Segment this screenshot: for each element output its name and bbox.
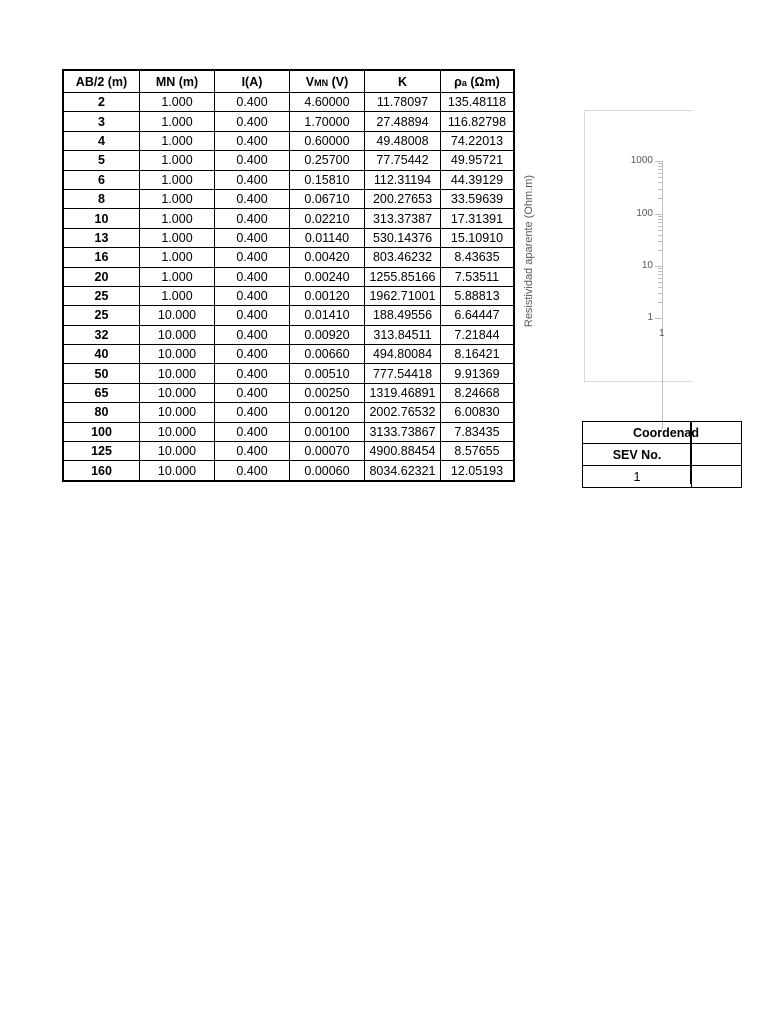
table-row (63, 189, 514, 208)
table-cell: 4900.88454 (365, 442, 441, 461)
table-cell: 0.400 (215, 306, 290, 325)
table-row (63, 364, 514, 383)
chart-major-tick (655, 214, 663, 215)
table-cell: 1.000 (140, 93, 215, 112)
table-cell: 8034.62321 (365, 461, 441, 481)
table-cell: 1.70000 (290, 112, 365, 131)
table-cell: 0.01140 (290, 228, 365, 247)
table-cell: 5 (63, 151, 140, 170)
table-cell: 40 (63, 345, 140, 364)
chart-minor-tick (658, 278, 662, 279)
table-row (63, 228, 514, 247)
table-cell: 10.000 (140, 325, 215, 344)
coordinates-table (582, 421, 699, 484)
table-header-row (63, 70, 514, 93)
table-cell: 0.00250 (290, 383, 365, 402)
table-cell: 5.88813 (441, 286, 515, 305)
table-cell: 0.400 (215, 364, 290, 383)
header-mn: MN (m) (140, 70, 215, 93)
table-cell: 0.400 (215, 209, 290, 228)
table-cell: 0.400 (215, 325, 290, 344)
table-cell: 10.000 (140, 306, 215, 325)
table-cell: 6.00830 (441, 403, 515, 422)
chart-minor-tick (658, 166, 662, 167)
table-cell: 1.000 (140, 209, 215, 228)
table-cell: 15.10910 (441, 228, 515, 247)
table-cell: 0.00240 (290, 267, 365, 286)
table-cell: 8.57655 (441, 442, 515, 461)
chart-minor-tick (658, 177, 662, 178)
table-cell: 116.82798 (441, 112, 515, 131)
table-cell: 10.000 (140, 403, 215, 422)
header-ab2: AB/2 (m) (63, 70, 140, 93)
chart-minor-tick (658, 287, 662, 288)
table-cell: 313.84511 (365, 325, 441, 344)
chart-y-tick-label: 1 (647, 312, 653, 323)
chart-y-tick-label: 1000 (630, 155, 653, 166)
table-cell: 50 (63, 364, 140, 383)
table-row (63, 422, 514, 441)
table-cell: 0.400 (215, 151, 290, 170)
table-cell: 8.16421 (441, 345, 515, 364)
table-cell: 0.400 (215, 131, 290, 150)
table-cell: 77.75442 (365, 151, 441, 170)
table-cell: 0.400 (215, 93, 290, 112)
table-row (63, 131, 514, 150)
resistivity-data-table (62, 69, 515, 482)
table-cell: 0.400 (215, 345, 290, 364)
table-cell: 1.000 (140, 189, 215, 208)
table-cell: 8.24668 (441, 383, 515, 402)
table-cell: 10.000 (140, 422, 215, 441)
chart-minor-tick (658, 250, 662, 251)
chart-y-tick-label: 100 (636, 208, 653, 219)
table-cell: 0.00660 (290, 345, 365, 364)
table-row (63, 170, 514, 189)
table-cell: 11.78097 (365, 93, 441, 112)
table-cell: 4 (63, 131, 140, 150)
chart-minor-tick (658, 282, 662, 283)
chart-major-tick (655, 318, 663, 319)
table-cell: 0.25700 (290, 151, 365, 170)
chart-minor-tick (658, 274, 662, 275)
table-row (63, 248, 514, 267)
table-row (63, 209, 514, 228)
table-cell: 10.000 (140, 461, 215, 481)
table-cell: 1255.85166 (365, 267, 441, 286)
table-row (63, 306, 514, 325)
chart-minor-tick (658, 268, 662, 269)
table-row (63, 442, 514, 461)
table-cell: 9.91369 (441, 364, 515, 383)
table-cell: 25 (63, 286, 140, 305)
table-cell: 25 (63, 306, 140, 325)
table-row (63, 383, 514, 402)
table-cell: 16 (63, 248, 140, 267)
table-cell: 2 (63, 93, 140, 112)
table-cell: 3133.73867 (365, 422, 441, 441)
table-cell: 0.60000 (290, 131, 365, 150)
sev-label: SEV No. (583, 444, 692, 466)
table-cell: 27.48894 (365, 112, 441, 131)
table-cell: 6.64447 (441, 306, 515, 325)
table-cell: 0.400 (215, 170, 290, 189)
chart-minor-tick (658, 169, 662, 170)
table-cell: 313.37387 (365, 209, 441, 228)
table-cell: 8 (63, 189, 140, 208)
table-cell: 0.400 (215, 442, 290, 461)
table-cell: 80 (63, 403, 140, 422)
table-cell: 160 (63, 461, 140, 481)
table-cell: 530.14376 (365, 228, 441, 247)
table-cell: 3 (63, 112, 140, 131)
table-cell: 0.400 (215, 248, 290, 267)
chart-minor-tick (658, 271, 662, 272)
table-cell: 10.000 (140, 383, 215, 402)
chart-minor-tick (658, 216, 662, 217)
chart-minor-tick (658, 173, 662, 174)
coordinates-title: Coordenad (583, 422, 742, 444)
table-cell: 7.83435 (441, 422, 515, 441)
chart-minor-tick (658, 230, 662, 231)
table-cell: 65 (63, 383, 140, 402)
table-cell: 0.06710 (290, 189, 365, 208)
table-row (63, 403, 514, 422)
table-row (63, 461, 514, 481)
chart-x-tick-label: 1 (659, 328, 665, 339)
table-cell: 32 (63, 325, 140, 344)
table-row (63, 286, 514, 305)
sev-value: 1 (583, 466, 692, 488)
table-cell: 0.00420 (290, 248, 365, 267)
chart-minor-tick (658, 222, 662, 223)
table-cell: 33.59639 (441, 189, 515, 208)
table-cell: 0.400 (215, 189, 290, 208)
table-row (63, 151, 514, 170)
table-cell: 0.400 (215, 286, 290, 305)
table-cell: 0.400 (215, 422, 290, 441)
table-cell: 0.00920 (290, 325, 365, 344)
table-row (63, 93, 514, 112)
table-cell: 1.000 (140, 170, 215, 189)
chart-minor-tick (658, 189, 662, 190)
chart-minor-tick (658, 219, 662, 220)
table-cell: 44.39129 (441, 170, 515, 189)
table-cell: 0.400 (215, 403, 290, 422)
table-cell: 0.00120 (290, 403, 365, 422)
chart-major-tick (655, 266, 663, 267)
table-cell: 0.400 (215, 383, 290, 402)
chart-y-axis-label: Resistividad aparente (Ohm.m) (523, 174, 535, 328)
table-cell: 0.00120 (290, 286, 365, 305)
header-rho: ρa (Ωm) (441, 70, 515, 93)
table-cell: 1.000 (140, 151, 215, 170)
table-cell: 20 (63, 267, 140, 286)
table-cell: 4.60000 (290, 93, 365, 112)
chart-minor-tick (658, 241, 662, 242)
header-k: K (365, 70, 441, 93)
table-row (63, 345, 514, 364)
table-cell: 0.400 (215, 461, 290, 481)
table-cell: 1.000 (140, 286, 215, 305)
table-cell: 494.80084 (365, 345, 441, 364)
table-cell: 0.15810 (290, 170, 365, 189)
table-cell: 777.54418 (365, 364, 441, 383)
table-cell: 0.400 (215, 112, 290, 131)
chart-minor-tick (658, 226, 662, 227)
table-cell: 1.000 (140, 267, 215, 286)
table-cell: 13 (63, 228, 140, 247)
table-cell: 1.000 (140, 131, 215, 150)
table-cell: 6 (63, 170, 140, 189)
chart-major-tick (655, 161, 663, 162)
table-cell: 1.000 (140, 248, 215, 267)
table-cell: 0.00100 (290, 422, 365, 441)
chart-minor-tick (658, 198, 662, 199)
chart-minor-tick (658, 163, 662, 164)
table-row (63, 325, 514, 344)
table-cell: 1.000 (140, 228, 215, 247)
chart-minor-tick (658, 235, 662, 236)
chart-minor-tick (658, 302, 662, 303)
table-row (63, 267, 514, 286)
table-cell: 135.48118 (441, 93, 515, 112)
table-row (63, 112, 514, 131)
chart-y-axis-line (662, 161, 663, 429)
table-cell: 0.01410 (290, 306, 365, 325)
table-cell: 49.48008 (365, 131, 441, 150)
table-cell: 2002.76532 (365, 403, 441, 422)
chart-minor-tick (658, 182, 662, 183)
table-cell: 0.00070 (290, 442, 365, 461)
table-cell: 1.000 (140, 112, 215, 131)
table-cell: 49.95721 (441, 151, 515, 170)
table-cell: 200.27653 (365, 189, 441, 208)
table-cell: 112.31194 (365, 170, 441, 189)
table-cell: 7.53511 (441, 267, 515, 286)
chart-y-tick-label: 10 (641, 260, 653, 271)
table-cell: 188.49556 (365, 306, 441, 325)
chart-minor-tick (658, 293, 662, 294)
table-cell: 17.31391 (441, 209, 515, 228)
header-vmn: VMN (V) (290, 70, 365, 93)
table-cell: 8.43635 (441, 248, 515, 267)
table-cell: 100 (63, 422, 140, 441)
table-cell: 803.46232 (365, 248, 441, 267)
table-cell: 10 (63, 209, 140, 228)
table-cell: 0.00060 (290, 461, 365, 481)
table-cell: 10.000 (140, 442, 215, 461)
table-cell: 0.00510 (290, 364, 365, 383)
table-cell: 74.22013 (441, 131, 515, 150)
table-cell: 10.000 (140, 345, 215, 364)
table-cell: 12.05193 (441, 461, 515, 481)
table-cell: 7.21844 (441, 325, 515, 344)
table-cell: 1319.46891 (365, 383, 441, 402)
table-cell: 1962.71001 (365, 286, 441, 305)
table-cell: 0.400 (215, 267, 290, 286)
header-current: I(A) (215, 70, 290, 93)
table-cell: 10.000 (140, 364, 215, 383)
table-cell: 125 (63, 442, 140, 461)
resistivity-chart (523, 110, 693, 382)
table-cell: 0.02210 (290, 209, 365, 228)
table-cell: 0.400 (215, 228, 290, 247)
